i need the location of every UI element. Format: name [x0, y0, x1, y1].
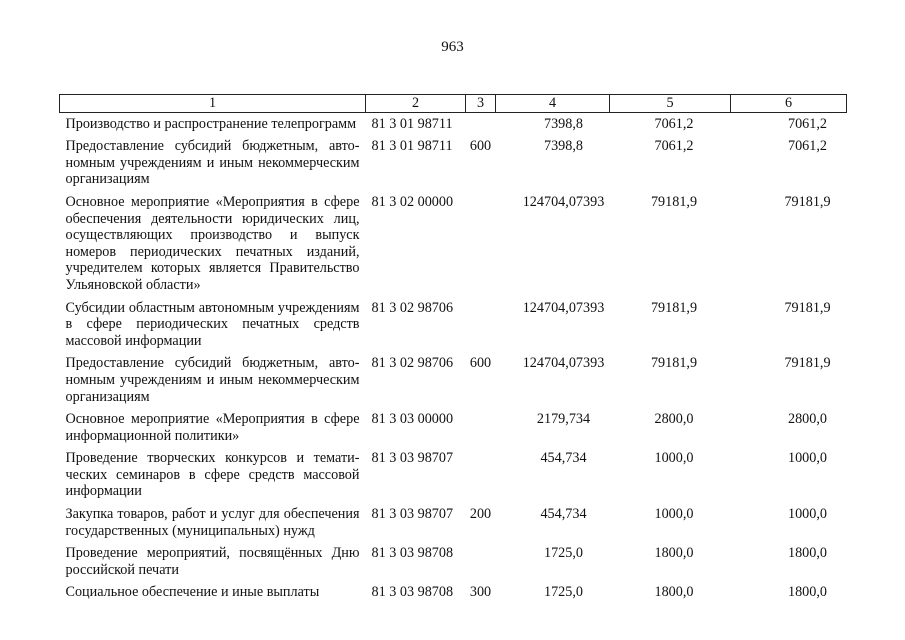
budget-code: 81 3 03 98708 [371, 584, 454, 601]
header-col-2: 2 [366, 95, 466, 113]
table-row [60, 135, 847, 191]
header-col-4: 4 [496, 95, 610, 113]
amount-col-6: 1000,0 [787, 506, 827, 523]
amount-col-6: 1800,0 [787, 584, 827, 601]
budget-code: 81 3 02 98706 [371, 299, 454, 316]
budget-code: 81 3 03 98708 [371, 545, 454, 562]
table-row [60, 581, 847, 604]
amount-col-4: 1725,0 [543, 545, 583, 562]
budget-table [59, 94, 847, 604]
amount-col-6: 1000,0 [787, 450, 827, 467]
item-name: Предоставление субсидий бюджетным, автономным учреждениям и иным некоммерческим организациям [65, 355, 360, 405]
amount-col-6: 2800,0 [787, 411, 827, 428]
table-row [60, 503, 847, 542]
expense-type [466, 191, 496, 297]
budget-code: 81 3 03 98707 [371, 506, 454, 523]
budget-code: 81 3 02 98706 [371, 355, 454, 372]
amount-col-6: 7061,2 [787, 138, 827, 155]
amount-col-4: 124704,07393 [522, 193, 605, 210]
expense-type: 600 [469, 138, 492, 155]
amount-col-5: 7061,2 [654, 138, 694, 155]
expense-type [466, 447, 496, 503]
budget-code: 81 3 01 98711 [371, 138, 453, 155]
expense-type: 200 [469, 506, 492, 523]
amount-col-5: 1800,0 [654, 584, 694, 601]
item-name: Основное мероприятие «Мероприятия в сфере обеспечения деятельности юридических лиц, осуществляющих производство и выпуск номеров периодических печатных изданий, учредителем которых является Правительство Ульяновской области» [65, 193, 360, 293]
item-name: Предоставление субсидий бюджетным, автономным учреждениям и иным некоммерческим организациям [65, 138, 360, 188]
table-row [60, 447, 847, 503]
amount-col-4: 2179,734 [536, 411, 591, 428]
table-header [60, 95, 847, 113]
amount-col-5: 79181,9 [650, 299, 698, 316]
amount-col-4: 7398,8 [543, 138, 583, 155]
amount-col-4: 124704,07393 [522, 355, 605, 372]
budget-code: 81 3 03 98707 [371, 450, 454, 467]
amount-col-6: 79181,9 [784, 355, 831, 372]
amount-col-6: 7061,2 [787, 115, 827, 132]
amount-col-5: 1000,0 [654, 450, 694, 467]
item-name: Проведение мероприятий, посвящённых Дню российской печати [65, 545, 360, 578]
header-col-3: 3 [466, 95, 496, 113]
item-name: Закупка товаров, работ и услуг для обеспечения государственных (муниципальных) нужд [65, 506, 360, 539]
expense-type [466, 408, 496, 447]
header-col-5: 5 [610, 95, 731, 113]
item-name: Проведение творческих конкурсов и тематических семинаров в сфере средств массовой информации [65, 450, 360, 500]
amount-col-5: 7061,2 [654, 115, 694, 132]
amount-col-4: 454,734 [540, 506, 587, 523]
table-row [60, 191, 847, 297]
item-name: Социальное обеспечение и иные выплаты [65, 584, 320, 601]
expense-type: 300 [469, 584, 492, 601]
header-col-6: 6 [731, 95, 847, 113]
table-body [60, 112, 847, 604]
item-name: Производство и распространение телепрограмм [65, 115, 357, 132]
amount-col-4: 124704,07393 [522, 299, 605, 316]
expense-type [466, 297, 496, 353]
expense-type: 600 [469, 355, 492, 372]
amount-col-6: 79181,9 [784, 299, 831, 316]
table-row [60, 297, 847, 353]
amount-col-4: 454,734 [540, 450, 587, 467]
header-row [60, 95, 847, 113]
item-name: Основное мероприятие «Мероприятия в сфере информационной политики» [65, 411, 360, 444]
table-row [60, 112, 847, 135]
table-row [60, 542, 847, 581]
amount-col-5: 79181,9 [650, 355, 698, 372]
item-name: Субсидии областным автономным учреждениям в сфере периодических печатных средств массовой информации [65, 299, 360, 349]
amount-col-6: 79181,9 [784, 193, 831, 210]
amount-col-4: 7398,8 [543, 115, 583, 132]
expense-type [466, 542, 496, 581]
table-row [60, 352, 847, 408]
budget-code: 81 3 01 98711 [371, 115, 453, 132]
amount-col-5: 1800,0 [654, 545, 694, 562]
table-row [60, 408, 847, 447]
amount-col-5: 2800,0 [654, 411, 694, 428]
expense-type [466, 112, 496, 135]
amount-col-4: 1725,0 [543, 584, 583, 601]
budget-code: 81 3 03 00000 [371, 411, 454, 428]
amount-col-5: 1000,0 [654, 506, 694, 523]
amount-col-6: 1800,0 [787, 545, 827, 562]
page-number: 963 [441, 39, 464, 55]
header-col-1: 1 [60, 95, 366, 113]
budget-code: 81 3 02 00000 [371, 193, 454, 210]
amount-col-5: 79181,9 [650, 193, 698, 210]
